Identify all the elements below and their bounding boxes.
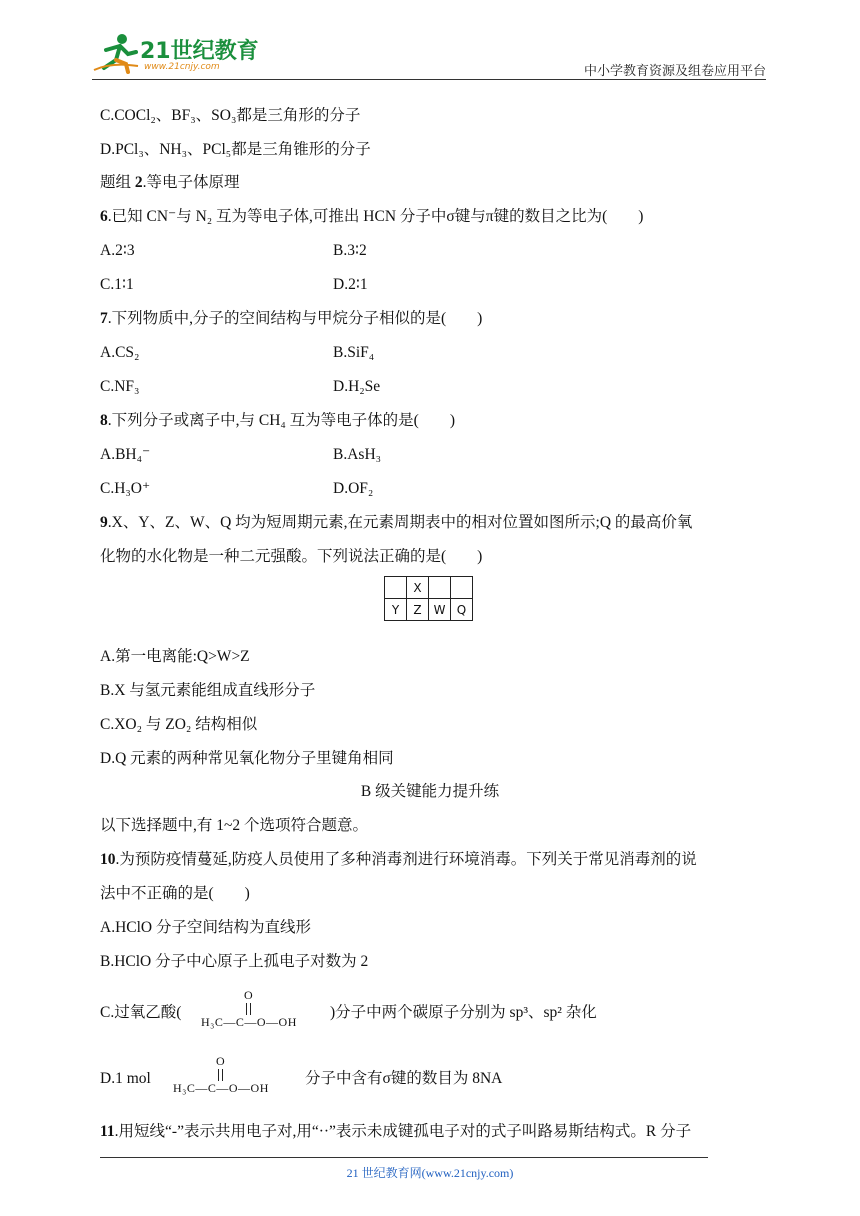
- logo-url: www.21cnjy.com: [144, 62, 220, 72]
- group2-number: 2: [134, 174, 143, 191]
- q9-number: 9: [100, 514, 108, 531]
- q10c-prefix: C.过氧乙酸(: [100, 1004, 182, 1021]
- q10-stem-line2: 法中不正确的是( ): [100, 885, 250, 902]
- section-b-heading: B 级关键能力提升练: [360, 783, 500, 800]
- header-divider: [92, 79, 766, 80]
- q10-option-c: [100, 1003, 181, 1023]
- q10-text-1: .为预防疫情蔓延,防疫人员使用了多种消毒剂进行环境消毒。下列关于常见消毒剂的说: [115, 851, 697, 868]
- q6-stem: [100, 207, 643, 227]
- q6-text: .已知 CN⁻与 N₂ 互为等电子体,可推出 HCN 分子中σ键与π键的数目之比为( ): [107, 208, 644, 225]
- q8-option-c: C.H₃O⁺: [100, 480, 151, 497]
- page-header: [92, 28, 766, 80]
- site-logo: [92, 32, 262, 74]
- q10c-suffix: )分子中两个碳原子分别为 sp³、sp² 杂化: [330, 1004, 597, 1021]
- group2-prefix: 题组: [100, 174, 135, 191]
- q6-option-d: D.2∶1: [333, 276, 368, 293]
- q8-number: 8: [100, 412, 108, 429]
- double-bond: [218, 1069, 223, 1081]
- grid-row-2: [385, 599, 473, 621]
- q11-stem: [100, 1122, 691, 1142]
- structure-chain: H₃C—C—O—OH: [173, 1081, 269, 1095]
- carbonyl-oxygen: O: [216, 1054, 225, 1068]
- q8-option-d: D.OF₂: [333, 480, 374, 497]
- q6-options-row2: [100, 275, 368, 295]
- q6-option-b: B.3∶2: [333, 242, 367, 259]
- q7-stem: [100, 309, 482, 329]
- q11-text: .用短线“-”表示共用电子对,用“··”表示未成键孤电子对的式子叫路易斯结构式。R 分子: [114, 1123, 692, 1140]
- q5-option-d: D.PCl₃、NH₃、PCl₅都是三角锥形的分子: [100, 141, 371, 158]
- q10-stem-line1: [100, 850, 697, 870]
- q9-option-a: A.第一电离能:Q>W>Z: [100, 648, 250, 665]
- platform-title: 中小学教育资源及组卷应用平台: [583, 64, 766, 79]
- grid-cell: Y: [385, 599, 407, 621]
- q7-option-b: B.SiF₄: [333, 344, 375, 361]
- grid-cell: Q: [451, 599, 473, 621]
- q9-option-c: C.XO₂ 与 ZO₂ 结构相似: [100, 716, 258, 733]
- q7-option-d: D.H₂Se: [333, 378, 381, 395]
- double-bond: [246, 1003, 251, 1015]
- q8-options-row2: [100, 479, 374, 499]
- q6-option-a: A.2∶3: [100, 242, 135, 259]
- q8-option-b: B.AsH₃: [333, 446, 382, 463]
- q9-text-1: .X、Y、Z、W、Q 均为短周期元素,在元素周期表中的相对位置如图所示;Q 的最高价氧: [107, 514, 693, 531]
- structure-chain: H₃C—C—O—OH: [201, 1015, 297, 1029]
- q6-option-c: C.1∶1: [100, 276, 134, 293]
- q6-number: 6: [100, 208, 108, 225]
- logo-text: 21世纪教育: [140, 39, 259, 64]
- grid-cell: W: [429, 599, 451, 621]
- q8-option-a: A.BH₄⁻: [100, 446, 151, 463]
- q10d-prefix: D.1 mol: [100, 1070, 151, 1087]
- q10d-suffix: 分子中含有σ键的数目为 8NA: [305, 1070, 503, 1087]
- q9-option-d: D.Q 元素的两种常见氧化物分子里键角相同: [100, 750, 394, 767]
- q6-options-row1: [100, 241, 367, 261]
- grid-cell: [385, 577, 407, 599]
- q10-option-a: A.HClO 分子空间结构为直线形: [100, 919, 311, 936]
- grid-cell: X: [407, 577, 429, 599]
- section-instruction: 以下选择题中,有 1~2 个选项符合题意。: [100, 817, 369, 834]
- q7-option-c: C.NF₃: [100, 378, 140, 395]
- group2-text: .等电子体原理: [142, 174, 240, 191]
- q7-text: .下列物质中,分子的空间结构与甲烷分子相似的是( ): [107, 310, 483, 327]
- q10-option-d: [100, 1069, 151, 1089]
- grid-cell: [429, 577, 451, 599]
- q8-stem: [100, 411, 455, 431]
- carbonyl-oxygen: O: [244, 988, 253, 1002]
- q9-stem-line2: 化物的水化物是一种二元强酸。下列说法正确的是( ): [100, 548, 483, 565]
- q5-option-c: C.COCl₂、BF₃、SO₃都是三角形的分子: [100, 107, 361, 124]
- q10-option-b: B.HClO 分子中心原子上孤电子对数为 2: [100, 953, 369, 970]
- q9-stem-line1: [100, 513, 692, 533]
- footer-divider: [100, 1157, 708, 1158]
- q8-options-row1: [100, 445, 382, 465]
- q10-number: 10: [100, 851, 116, 868]
- q7-number: 7: [100, 310, 108, 327]
- q11-number: 11: [100, 1123, 115, 1140]
- q9-option-b: B.X 与氢元素能组成直线形分子: [100, 682, 316, 699]
- runner-logo-icon: [92, 32, 142, 74]
- grid-cell: [451, 577, 473, 599]
- periodic-table-fragment: [384, 576, 473, 621]
- q7-options-row2: [100, 377, 381, 397]
- q7-option-a: A.CS₂: [100, 344, 140, 361]
- peracetic-acid-structure-d: [173, 1054, 303, 1098]
- peracetic-acid-structure: [201, 988, 331, 1032]
- q7-options-row1: [100, 343, 375, 363]
- page-footer: 21 世纪教育网(www.21cnjy.com): [346, 1166, 514, 1180]
- grid-row-1: [385, 577, 473, 599]
- q8-text: .下列分子或离子中,与 CH₄ 互为等电子体的是( ): [107, 412, 456, 429]
- group2-heading: [100, 173, 240, 193]
- grid-cell: Z: [407, 599, 429, 621]
